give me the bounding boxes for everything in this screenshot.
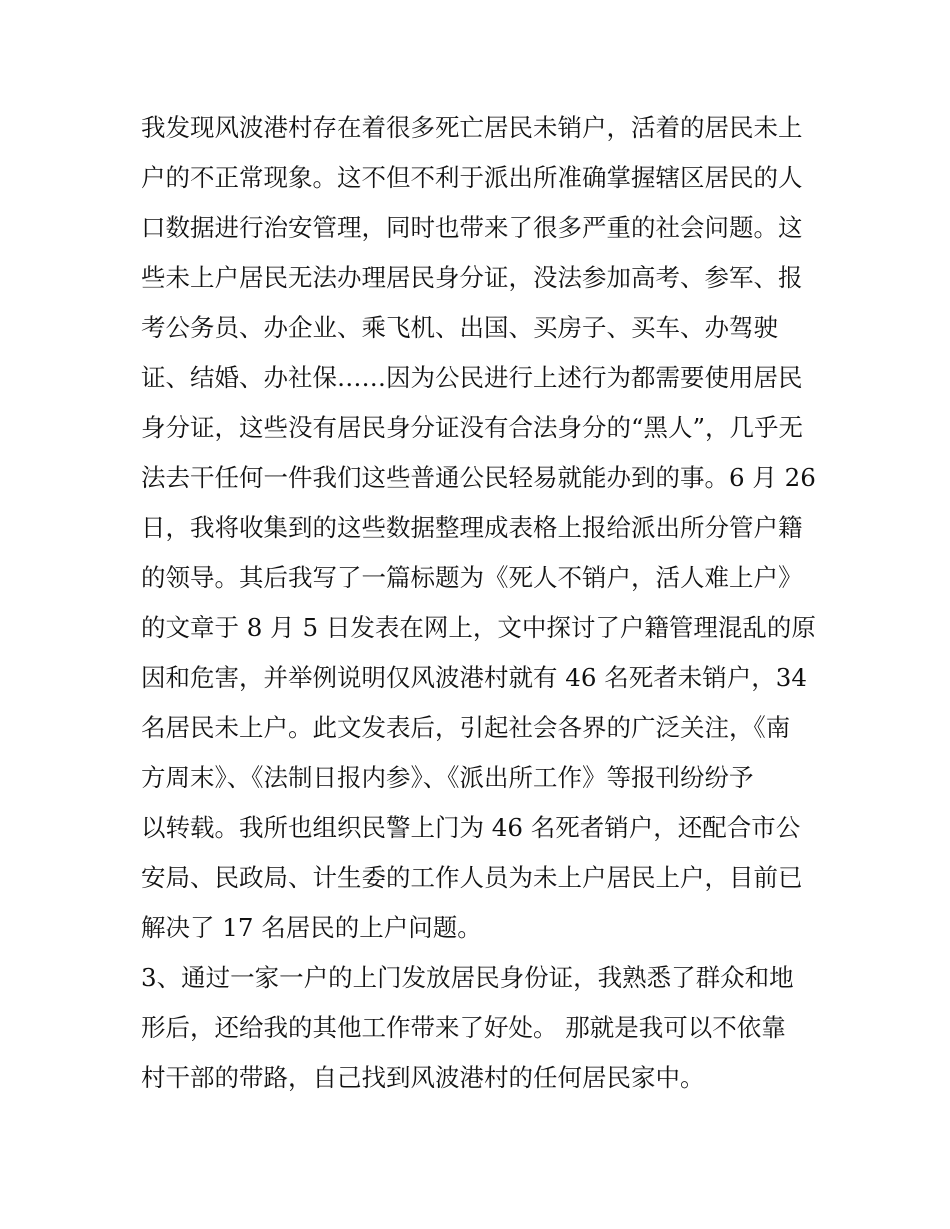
text-line: 户的不正常现象。这不但不利于派出所准确掌握辖区居民的人 <box>141 163 803 192</box>
text-line: 考公务员、办企业、乘飞机、出国、买房子、买车、办驾驶 <box>141 313 778 342</box>
text-line: 的领导。其后我写了一篇标题为《死人不销户，活人难上户》 <box>141 563 803 592</box>
text-line: 因和危害，并举例说明仅风波港村就有 46 名死者未销户，34 <box>141 663 807 692</box>
text-line: 口数据进行治安管理，同时也带来了很多严重的社会问题。这 <box>141 213 803 242</box>
text-line: 身分证，这些没有居民身分证没有合法身分的“黑人”，几乎无 <box>141 413 804 442</box>
body-text <box>141 103 821 1103</box>
text-line: 些未上户居民无法办理居民身分证，没法参加高考、参军、报 <box>141 263 803 292</box>
text-line: 法去干任何一件我们这些普通公民轻易就能办到的事。6 月 26 <box>141 463 816 492</box>
text-line: 解决了 17 名居民的上户问题。 <box>141 913 482 942</box>
text-line: 名居民未上户。此文发表后，引起社会各界的广泛关注，《南 <box>141 713 791 742</box>
text-line: 证、结婚、办社保……因为公民进行上述行为都需要使用居民 <box>141 363 803 392</box>
text-line: 3、通过一家一户的上门发放居民身份证，我熟悉了群众和地 <box>141 963 794 992</box>
text-line: 我发现风波港村存在着很多死亡居民未销户，活着的居民未上 <box>141 113 803 142</box>
text-line: 形后，还给我的其他工作带来了好处。 那就是我可以不依靠 <box>141 1013 786 1042</box>
text-line: 安局、民政局、计生委的工作人员为未上户居民上户，目前已 <box>141 863 803 892</box>
text-line: 以转载。我所也组织民警上门为 46 名死者销户，还配合市公 <box>141 813 801 842</box>
text-line: 村干部的带路，自己找到风波港村的任何居民家中。 <box>141 1063 705 1092</box>
text-line: 的文章于 8 月 5 日发表在网上，文中探讨了户籍管理混乱的原 <box>141 613 816 642</box>
text-line: 方周末》、《法制日报内参》、《派出所工作》等报刊纷纷予 <box>141 763 754 792</box>
text-line: 日，我将收集到的这些数据整理成表格上报给派出所分管户籍 <box>141 513 803 542</box>
